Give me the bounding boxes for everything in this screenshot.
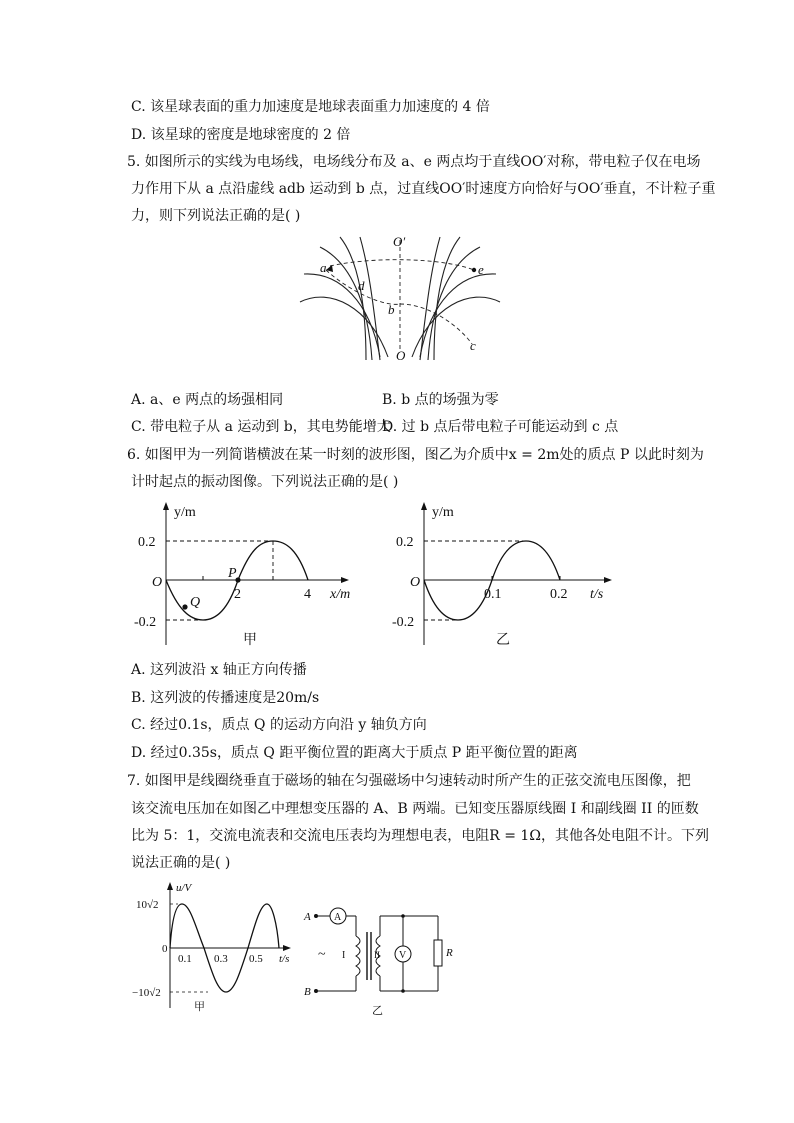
q7-yneg: −10√2	[132, 987, 161, 999]
jia-ypos: 0.2	[138, 535, 156, 550]
q7-voltage-graph	[132, 878, 302, 1013]
q5-stem-line1: 5. 如图所示的实线为电场线，电场线分布及 a、e 两点均于直线OO′对称，带电粒子仅在电场	[127, 154, 701, 170]
q5-stem-line2: 力作用下从 a 点沿虚线 adb 运动到 b 点，过直线OO′时速度方向恰好与OO′垂直，不计粒子重	[131, 181, 716, 197]
ac-source-symbol: ~	[318, 947, 326, 962]
yi-x2: 0.2	[550, 587, 568, 602]
q6-wave-graph-jia	[130, 500, 380, 650]
jia-point-p: P	[228, 566, 237, 581]
q5-electric-field-figure	[290, 232, 510, 367]
label-o-prime: O′	[393, 234, 406, 249]
q7-t3: 0.5	[249, 953, 263, 965]
primary-coil-label: I	[342, 950, 346, 961]
jia-x1: 2	[234, 587, 241, 602]
jia-caption: 甲	[243, 633, 257, 648]
secondary-coil-label: II	[374, 950, 380, 960]
yi-ylabel: y/m	[432, 505, 454, 520]
q6-option-a: A. 这列波沿 x 轴正方向传播	[131, 662, 307, 678]
jia-ylabel: y/m	[174, 505, 196, 520]
q7-t1: 0.1	[178, 953, 192, 965]
terminal-b: B	[304, 986, 311, 998]
q5-option-d: D. 过 b 点后带电粒子可能运动到 c 点	[382, 419, 619, 435]
jia-point-q: Q	[190, 595, 201, 610]
q5-option-a: A. a、e 两点的场强相同	[131, 392, 284, 408]
label-c: c	[470, 338, 476, 353]
q7-stem-line4: 说法正确的是( )	[131, 855, 231, 871]
q7-origin: 0	[162, 943, 168, 955]
label-a: a	[320, 260, 327, 275]
jia-xlabel: x/m	[330, 587, 351, 602]
label-o: O	[396, 348, 406, 363]
q4-option-c: C. 该星球表面的重力加速度是地球表面重力加速度的 4 倍	[131, 99, 490, 115]
q5-option-c: C. 带电粒子从 a 运动到 b，其电势能增大	[131, 419, 391, 435]
q6-option-c: C. 经过0.1s，质点 Q 的运动方向沿 y 轴负方向	[131, 717, 427, 733]
jia-x2: 4	[304, 587, 311, 602]
jia-yneg: -0.2	[134, 615, 157, 630]
yi-yneg: -0.2	[392, 615, 415, 630]
yi-caption: 乙	[496, 633, 510, 648]
q7-t2: 0.3	[214, 953, 228, 965]
label-d: d	[358, 278, 365, 293]
yi-origin: O	[410, 575, 421, 590]
q7-graph-caption: 甲	[194, 1001, 205, 1013]
q4-option-d: D. 该星球的密度是地球密度的 2 倍	[131, 127, 351, 143]
ammeter-label: A	[334, 912, 342, 923]
q6-option-d: D. 经过0.35s，质点 Q 距平衡位置的距离大于质点 P 距平衡位置的距离	[131, 745, 578, 761]
yi-x1: 0.1	[484, 587, 502, 602]
q6-option-b: B. 这列波的传播速度是20m/s	[131, 690, 320, 706]
q5-stem-line3: 力，则下列说法正确的是( )	[131, 208, 301, 224]
q7-ypos: 10√2	[136, 899, 159, 911]
q7-stem-line2: 该交流电压加在如图乙中理想变压器的 A、B 两端。已知变压器原线圈 I 和副线圈 II 的匝数	[131, 801, 699, 817]
q7-stem-line3: 比为 5：1，交流电流表和交流电压表均为理想电表，电阻R = 1Ω，其他各处电阻不计。下列	[131, 828, 709, 844]
q6-stem-line1: 6. 如图甲为一列简谐横波在某一时刻的波形图，图乙为介质中x = 2m处的质点 P 以此时刻为	[127, 447, 704, 463]
yi-xlabel: t/s	[590, 587, 604, 602]
label-b: b	[388, 302, 395, 317]
q6-stem-line2: 计时起点的振动图像。下列说法正确的是( )	[131, 474, 399, 490]
q5-option-b: B. b 点的场强为零	[382, 392, 499, 408]
yi-ypos: 0.2	[396, 535, 414, 550]
q7-transformer-circuit	[300, 896, 460, 1031]
jia-origin: O	[152, 575, 163, 590]
voltmeter-label: V	[399, 950, 407, 961]
q7-ylabel: u/V	[176, 882, 192, 894]
circuit-caption: 乙	[372, 1005, 383, 1017]
q7-xlabel: t/s	[279, 953, 290, 965]
resistor-label: R	[446, 947, 453, 959]
terminal-a: A	[304, 911, 311, 923]
label-e: e	[478, 262, 484, 277]
q7-stem-line1: 7. 如图甲是线圈绕垂直于磁场的轴在匀强磁场中匀速转动时所产生的正弦交流电压图像，把	[127, 773, 691, 789]
q6-vibration-graph-yi	[390, 500, 640, 650]
